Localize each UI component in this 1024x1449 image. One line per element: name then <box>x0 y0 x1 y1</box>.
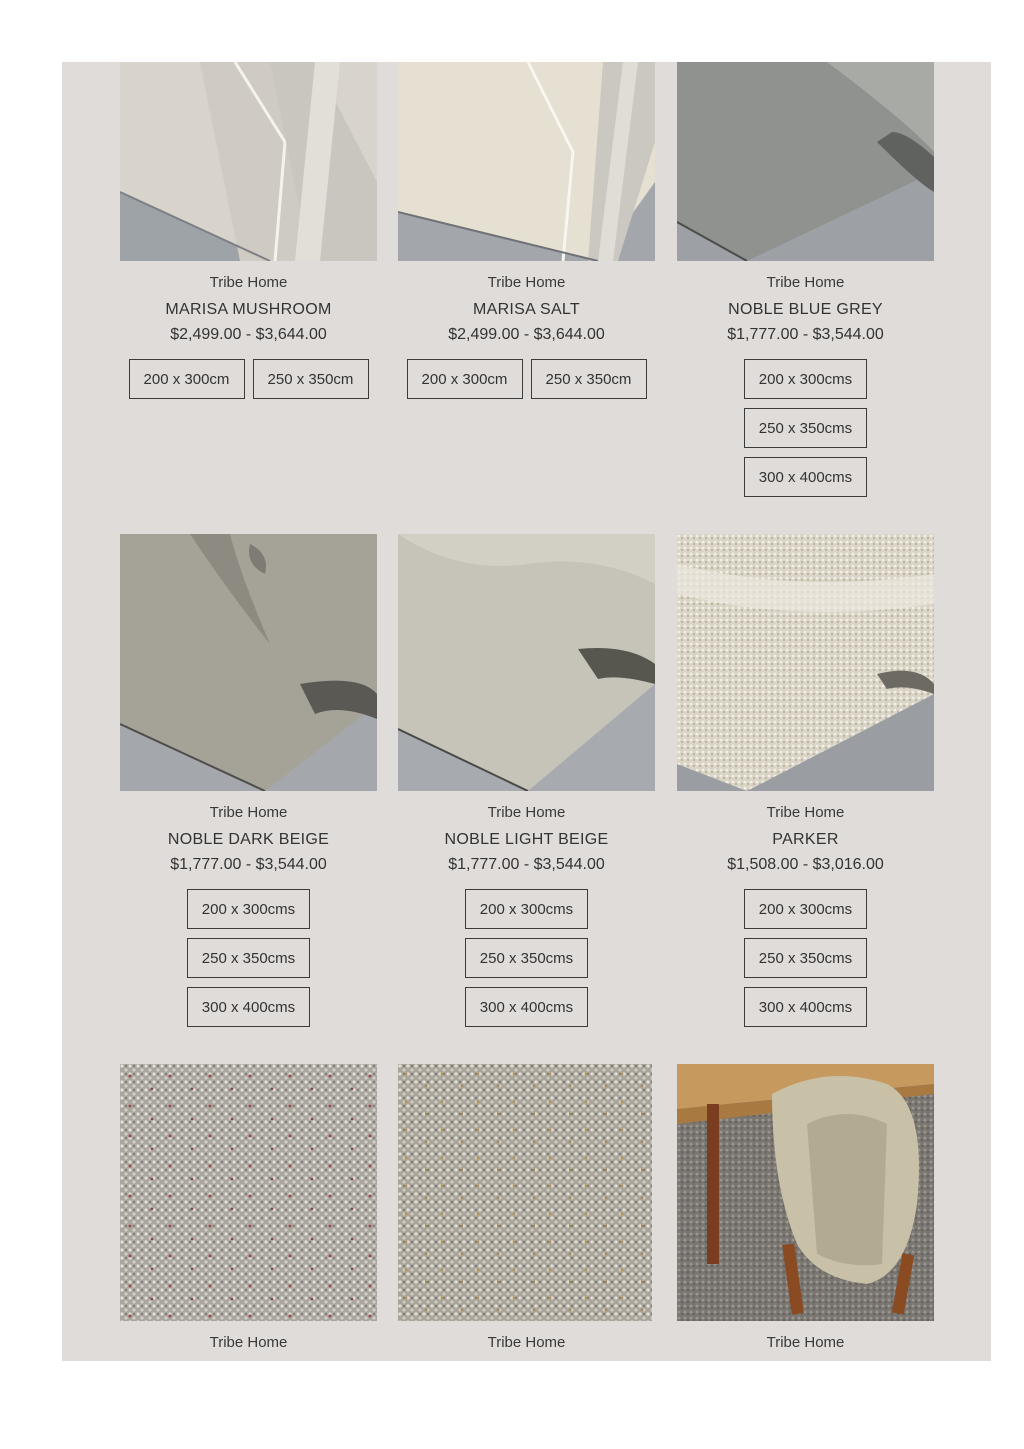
product-card-marisa-salt <box>398 62 655 399</box>
product-image-marisa-mushroom[interactable] <box>120 62 377 261</box>
product-price: $1,777.00 - $3,544.00 <box>170 856 327 873</box>
size-option-button[interactable]: 200 x 300cms <box>465 889 588 929</box>
product-card-noble-dark-beige <box>120 534 377 1027</box>
size-options <box>398 359 655 399</box>
product-card-parker <box>677 534 934 1027</box>
product-price: $1,777.00 - $3,544.00 <box>448 856 605 873</box>
product-image-marisa-salt[interactable] <box>398 62 655 261</box>
size-options <box>677 889 934 1027</box>
product-image-row3-3[interactable] <box>677 1064 934 1321</box>
product-name[interactable]: MARISA MUSHROOM <box>165 301 332 318</box>
product-image-parker[interactable] <box>677 534 934 791</box>
product-name[interactable]: NOBLE LIGHT BEIGE <box>444 831 609 848</box>
product-brand: Tribe Home <box>209 1334 288 1351</box>
size-option-button[interactable]: 250 x 350cm <box>531 359 647 399</box>
size-option-button[interactable]: 300 x 400cms <box>465 987 588 1027</box>
size-option-button[interactable]: 200 x 300cm <box>407 359 523 399</box>
size-option-button[interactable]: 250 x 350cms <box>744 938 867 978</box>
product-brand: Tribe Home <box>766 274 845 291</box>
size-option-button[interactable]: 250 x 350cms <box>744 408 867 448</box>
product-price: $2,499.00 - $3,644.00 <box>448 326 605 343</box>
product-card-noble-light-beige <box>398 534 655 1027</box>
size-options <box>120 889 377 1027</box>
size-options <box>398 889 655 1027</box>
product-card-marisa-mushroom <box>120 62 377 399</box>
product-price: $1,777.00 - $3,544.00 <box>727 326 884 343</box>
product-price: $1,508.00 - $3,016.00 <box>727 856 884 873</box>
product-image-noble-light-beige[interactable] <box>398 534 655 791</box>
product-grid <box>62 62 991 1361</box>
product-price: $2,499.00 - $3,644.00 <box>170 326 327 343</box>
product-card-row3-1 <box>120 1064 377 1352</box>
size-options <box>120 359 377 399</box>
product-brand: Tribe Home <box>766 804 845 821</box>
product-image-row3-2[interactable] <box>398 1064 655 1321</box>
product-image-noble-blue-grey[interactable] <box>677 62 934 261</box>
product-brand: Tribe Home <box>209 804 288 821</box>
product-brand: Tribe Home <box>209 274 288 291</box>
product-name[interactable]: NOBLE BLUE GREY <box>728 301 883 318</box>
size-option-button[interactable]: 300 x 400cms <box>187 987 310 1027</box>
size-option-button[interactable]: 250 x 350cm <box>253 359 369 399</box>
product-name[interactable]: MARISA SALT <box>472 301 581 318</box>
product-brand: Tribe Home <box>766 1334 845 1351</box>
size-options <box>677 359 934 497</box>
size-option-button[interactable]: 250 x 350cms <box>187 938 310 978</box>
product-card-row3-3 <box>677 1064 934 1352</box>
product-name[interactable]: PARKER <box>772 831 839 848</box>
product-brand: Tribe Home <box>487 804 566 821</box>
product-card-noble-blue-grey <box>677 62 934 497</box>
product-card-row3-2 <box>398 1064 655 1352</box>
size-option-button[interactable]: 200 x 300cm <box>129 359 245 399</box>
product-image-row3-1[interactable] <box>120 1064 377 1321</box>
size-option-button[interactable]: 200 x 300cms <box>744 359 867 399</box>
product-name[interactable]: NOBLE DARK BEIGE <box>167 831 330 848</box>
product-brand: Tribe Home <box>487 1334 566 1351</box>
size-option-button[interactable]: 300 x 400cms <box>744 457 867 497</box>
product-brand: Tribe Home <box>487 274 566 291</box>
product-image-noble-dark-beige[interactable] <box>120 534 377 791</box>
size-option-button[interactable]: 250 x 350cms <box>465 938 588 978</box>
size-option-button[interactable]: 300 x 400cms <box>744 987 867 1027</box>
size-option-button[interactable]: 200 x 300cms <box>744 889 867 929</box>
size-option-button[interactable]: 200 x 300cms <box>187 889 310 929</box>
